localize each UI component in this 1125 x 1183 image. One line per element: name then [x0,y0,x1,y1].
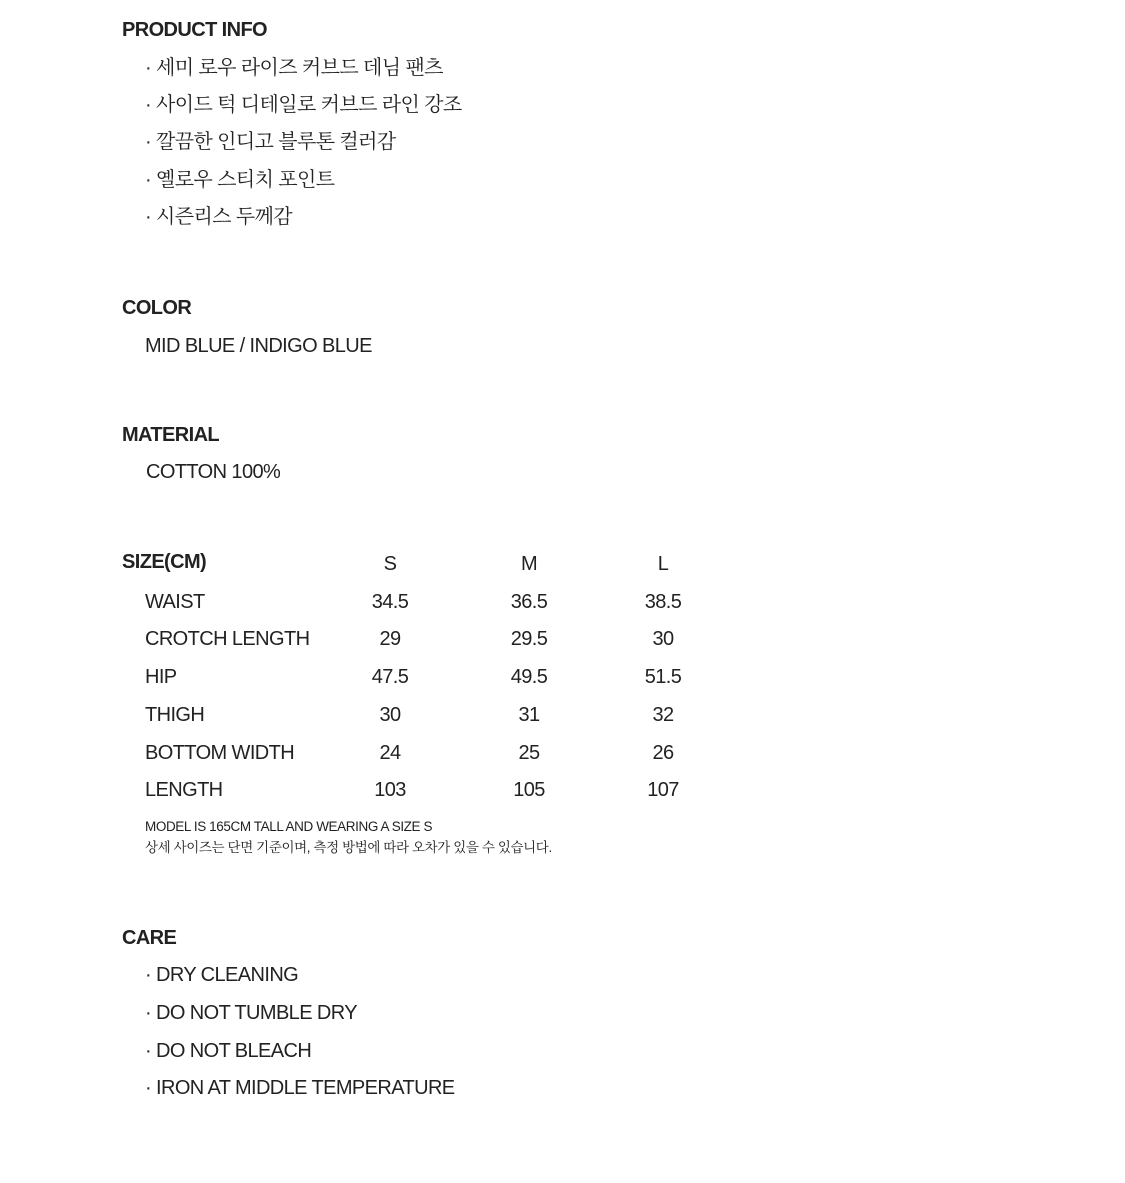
table-cell: 51.5 [644,666,682,688]
column-header: L [657,553,669,575]
table-cell: 103 [374,779,406,801]
section-heading: CARE [122,927,177,949]
material-value: COTTON 100% [146,461,281,483]
column-header: S [383,553,397,575]
table-cell: 29.5 [510,628,548,650]
list-item: · 옐로우 스티치 포인트 [145,169,335,191]
list-item: · DO NOT BLEACH [145,1040,312,1062]
list-item: · 사이드 턱 디테일로 커브드 라인 강조 [145,94,462,116]
table-cell: 30 [379,704,401,726]
list-item: · 깔끔한 인디고 블루톤 컬러감 [145,131,396,153]
color-value: MID BLUE / INDIGO BLUE [145,335,372,357]
section-heading: SIZE(CM) [122,551,207,573]
table-cell: 29 [379,628,401,650]
list-item: · IRON AT MIDDLE TEMPERATURE [145,1077,455,1099]
column-header: M [520,553,538,575]
table-cell: 36.5 [510,591,548,613]
row-label: BOTTOM WIDTH [145,742,295,764]
size-note: MODEL IS 165CM TALL AND WEARING A SIZE S [145,819,433,834]
table-cell: 107 [647,779,679,801]
list-item: · DO NOT TUMBLE DRY [145,1002,357,1024]
list-item: · DRY CLEANING [145,964,299,986]
table-cell: 32 [652,704,674,726]
size-note: 상세 사이즈는 단면 기준이며, 측정 방법에 따라 오차가 있을 수 있습니다. [145,840,552,855]
table-cell: 24 [379,742,401,764]
section-heading: PRODUCT INFO [122,19,268,41]
row-label: CROTCH LENGTH [145,628,310,650]
table-cell: 49.5 [510,666,548,688]
row-label: THIGH [145,704,205,726]
table-cell: 26 [652,742,674,764]
row-label: LENGTH [145,779,223,801]
section-heading: COLOR [122,297,192,319]
table-cell: 38.5 [644,591,682,613]
table-cell: 30 [652,628,674,650]
table-cell: 34.5 [371,591,409,613]
table-cell: 105 [513,779,545,801]
table-cell: 47.5 [371,666,409,688]
list-item: · 세미 로우 라이즈 커브드 데님 팬츠 [145,57,443,79]
row-label: HIP [145,666,177,688]
table-cell: 31 [518,704,540,726]
section-heading: MATERIAL [122,424,220,446]
row-label: WAIST [145,591,205,613]
table-cell: 25 [518,742,540,764]
list-item: · 시즌리스 두께감 [145,206,293,228]
